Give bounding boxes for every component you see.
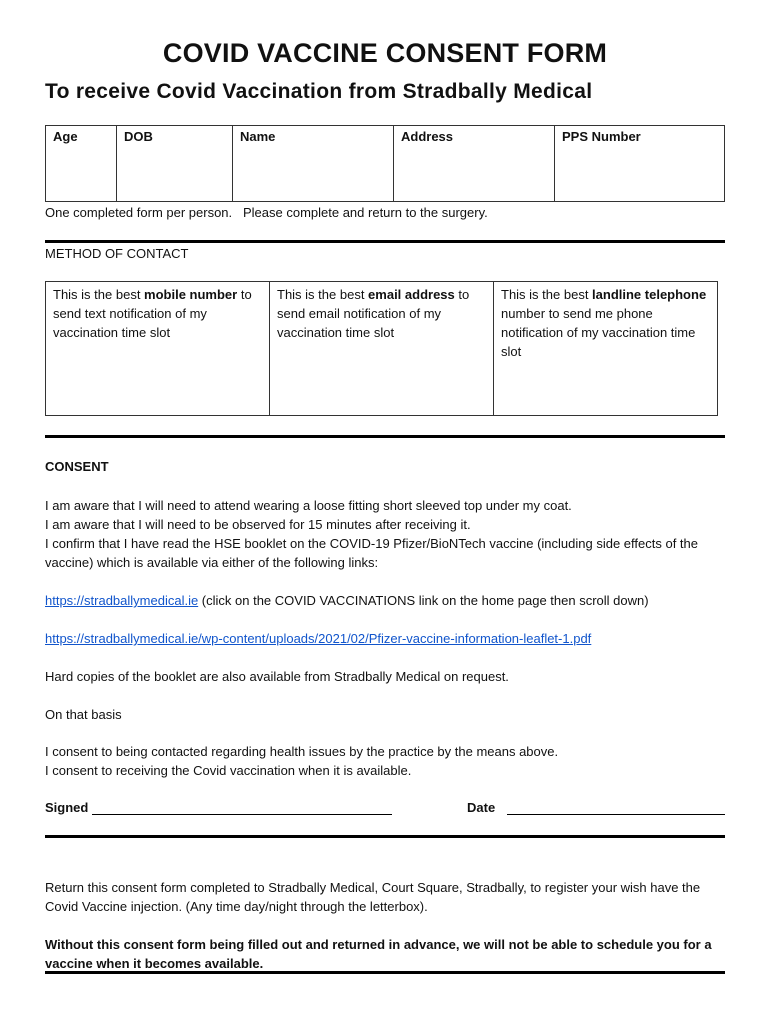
mobile-text-bold: mobile number xyxy=(144,287,238,302)
date-field xyxy=(467,800,725,815)
consent-heading: CONSENT xyxy=(45,459,109,474)
pps-number-label: PPS Number xyxy=(562,129,641,144)
link-1-line xyxy=(45,591,725,610)
on-that-basis-text: On that basis xyxy=(45,707,122,722)
form-title: COVID VACCINE CONSENT FORM xyxy=(162,38,608,68)
email-text-pre: This is the best xyxy=(277,287,369,302)
mobile-text-pre: This is the best xyxy=(53,287,145,302)
section-divider xyxy=(45,971,725,974)
signature-line[interactable] xyxy=(92,800,392,815)
personal-details-table xyxy=(45,125,725,202)
email-text-bold: email address xyxy=(368,287,455,302)
signed-label: Signed xyxy=(45,800,89,815)
dob-label: DOB xyxy=(124,129,153,144)
date-label: Date xyxy=(467,800,496,815)
date-line[interactable] xyxy=(507,800,725,815)
link-1-note: (click on the COVID VACCINATIONS link on the home page then scroll down) xyxy=(198,593,649,608)
name-label: Name xyxy=(240,129,276,144)
consent-declaration-1: I consent to being contacted regarding health issues by the practice by the means above. xyxy=(45,744,559,759)
consent-line-2: I am aware that I will need to be observed for 15 minutes after receiving it. xyxy=(45,517,471,532)
email-address-cell[interactable] xyxy=(270,282,494,416)
mobile-text-post: to send text notification of my vaccination time slot xyxy=(53,287,252,340)
landline-text-bold: landline telephone xyxy=(592,287,707,302)
consent-line-3: I confirm that I have read the HSE booklet on the COVID-19 Pfizer/BioNTech vaccine (including side effects of the vaccine) which is available via either of the following links: xyxy=(45,536,698,570)
section-divider xyxy=(45,835,725,838)
form-subtitle: To receive Covid Vaccination from Stradbally Medical xyxy=(45,80,593,103)
signed-field xyxy=(45,800,392,815)
website-link[interactable]: https://stradballymedical.ie xyxy=(45,593,199,608)
address-cell[interactable] xyxy=(394,126,555,202)
age-cell[interactable] xyxy=(46,126,117,202)
consent-declarations xyxy=(45,742,725,780)
dob-cell[interactable] xyxy=(117,126,233,202)
pps-number-cell[interactable] xyxy=(555,126,725,202)
warning-text: Without this consent form being filled out and returned in advance, we will not be able to schedule you for a vaccine when it becomes available. xyxy=(45,937,712,971)
return-instructions: Return this consent form completed to Stradbally Medical, Court Square, Stradbally, to register your wish have the Covid Vaccine injection. (Any time day/night through the letterbox). xyxy=(45,880,701,914)
landline-text-post: number to send me phone notification of my vaccination time slot xyxy=(501,306,696,359)
age-label: Age xyxy=(53,129,78,144)
leaflet-pdf-link[interactable]: https://stradballymedical.ie/wp-content/uploads/2021/02/Pfizer-vaccine-information-leaflet-1.pdf xyxy=(45,631,592,646)
mobile-number-cell[interactable] xyxy=(46,282,270,416)
section-divider xyxy=(45,240,725,243)
method-of-contact-heading: METHOD OF CONTACT xyxy=(45,246,189,261)
name-cell[interactable] xyxy=(233,126,394,202)
link-2-line xyxy=(45,629,725,648)
instruction-note: One completed form per person. Please complete and return to the surgery. xyxy=(45,205,488,220)
section-divider xyxy=(45,435,725,438)
consent-declaration-2: I consent to receiving the Covid vaccination when it is available. xyxy=(45,763,412,778)
landline-text-pre: This is the best xyxy=(501,287,593,302)
address-label: Address xyxy=(401,129,454,144)
contact-method-table xyxy=(45,281,718,416)
email-text-post: to send email notification of my vaccination time slot xyxy=(277,287,470,340)
consent-statements xyxy=(45,496,725,572)
landline-telephone-cell[interactable] xyxy=(494,282,718,416)
hard-copies-text: Hard copies of the booklet are also available from Stradbally Medical on request. xyxy=(45,669,509,684)
consent-line-1: I am aware that I will need to attend wearing a loose fitting short sleeved top under my coat. xyxy=(45,498,572,513)
